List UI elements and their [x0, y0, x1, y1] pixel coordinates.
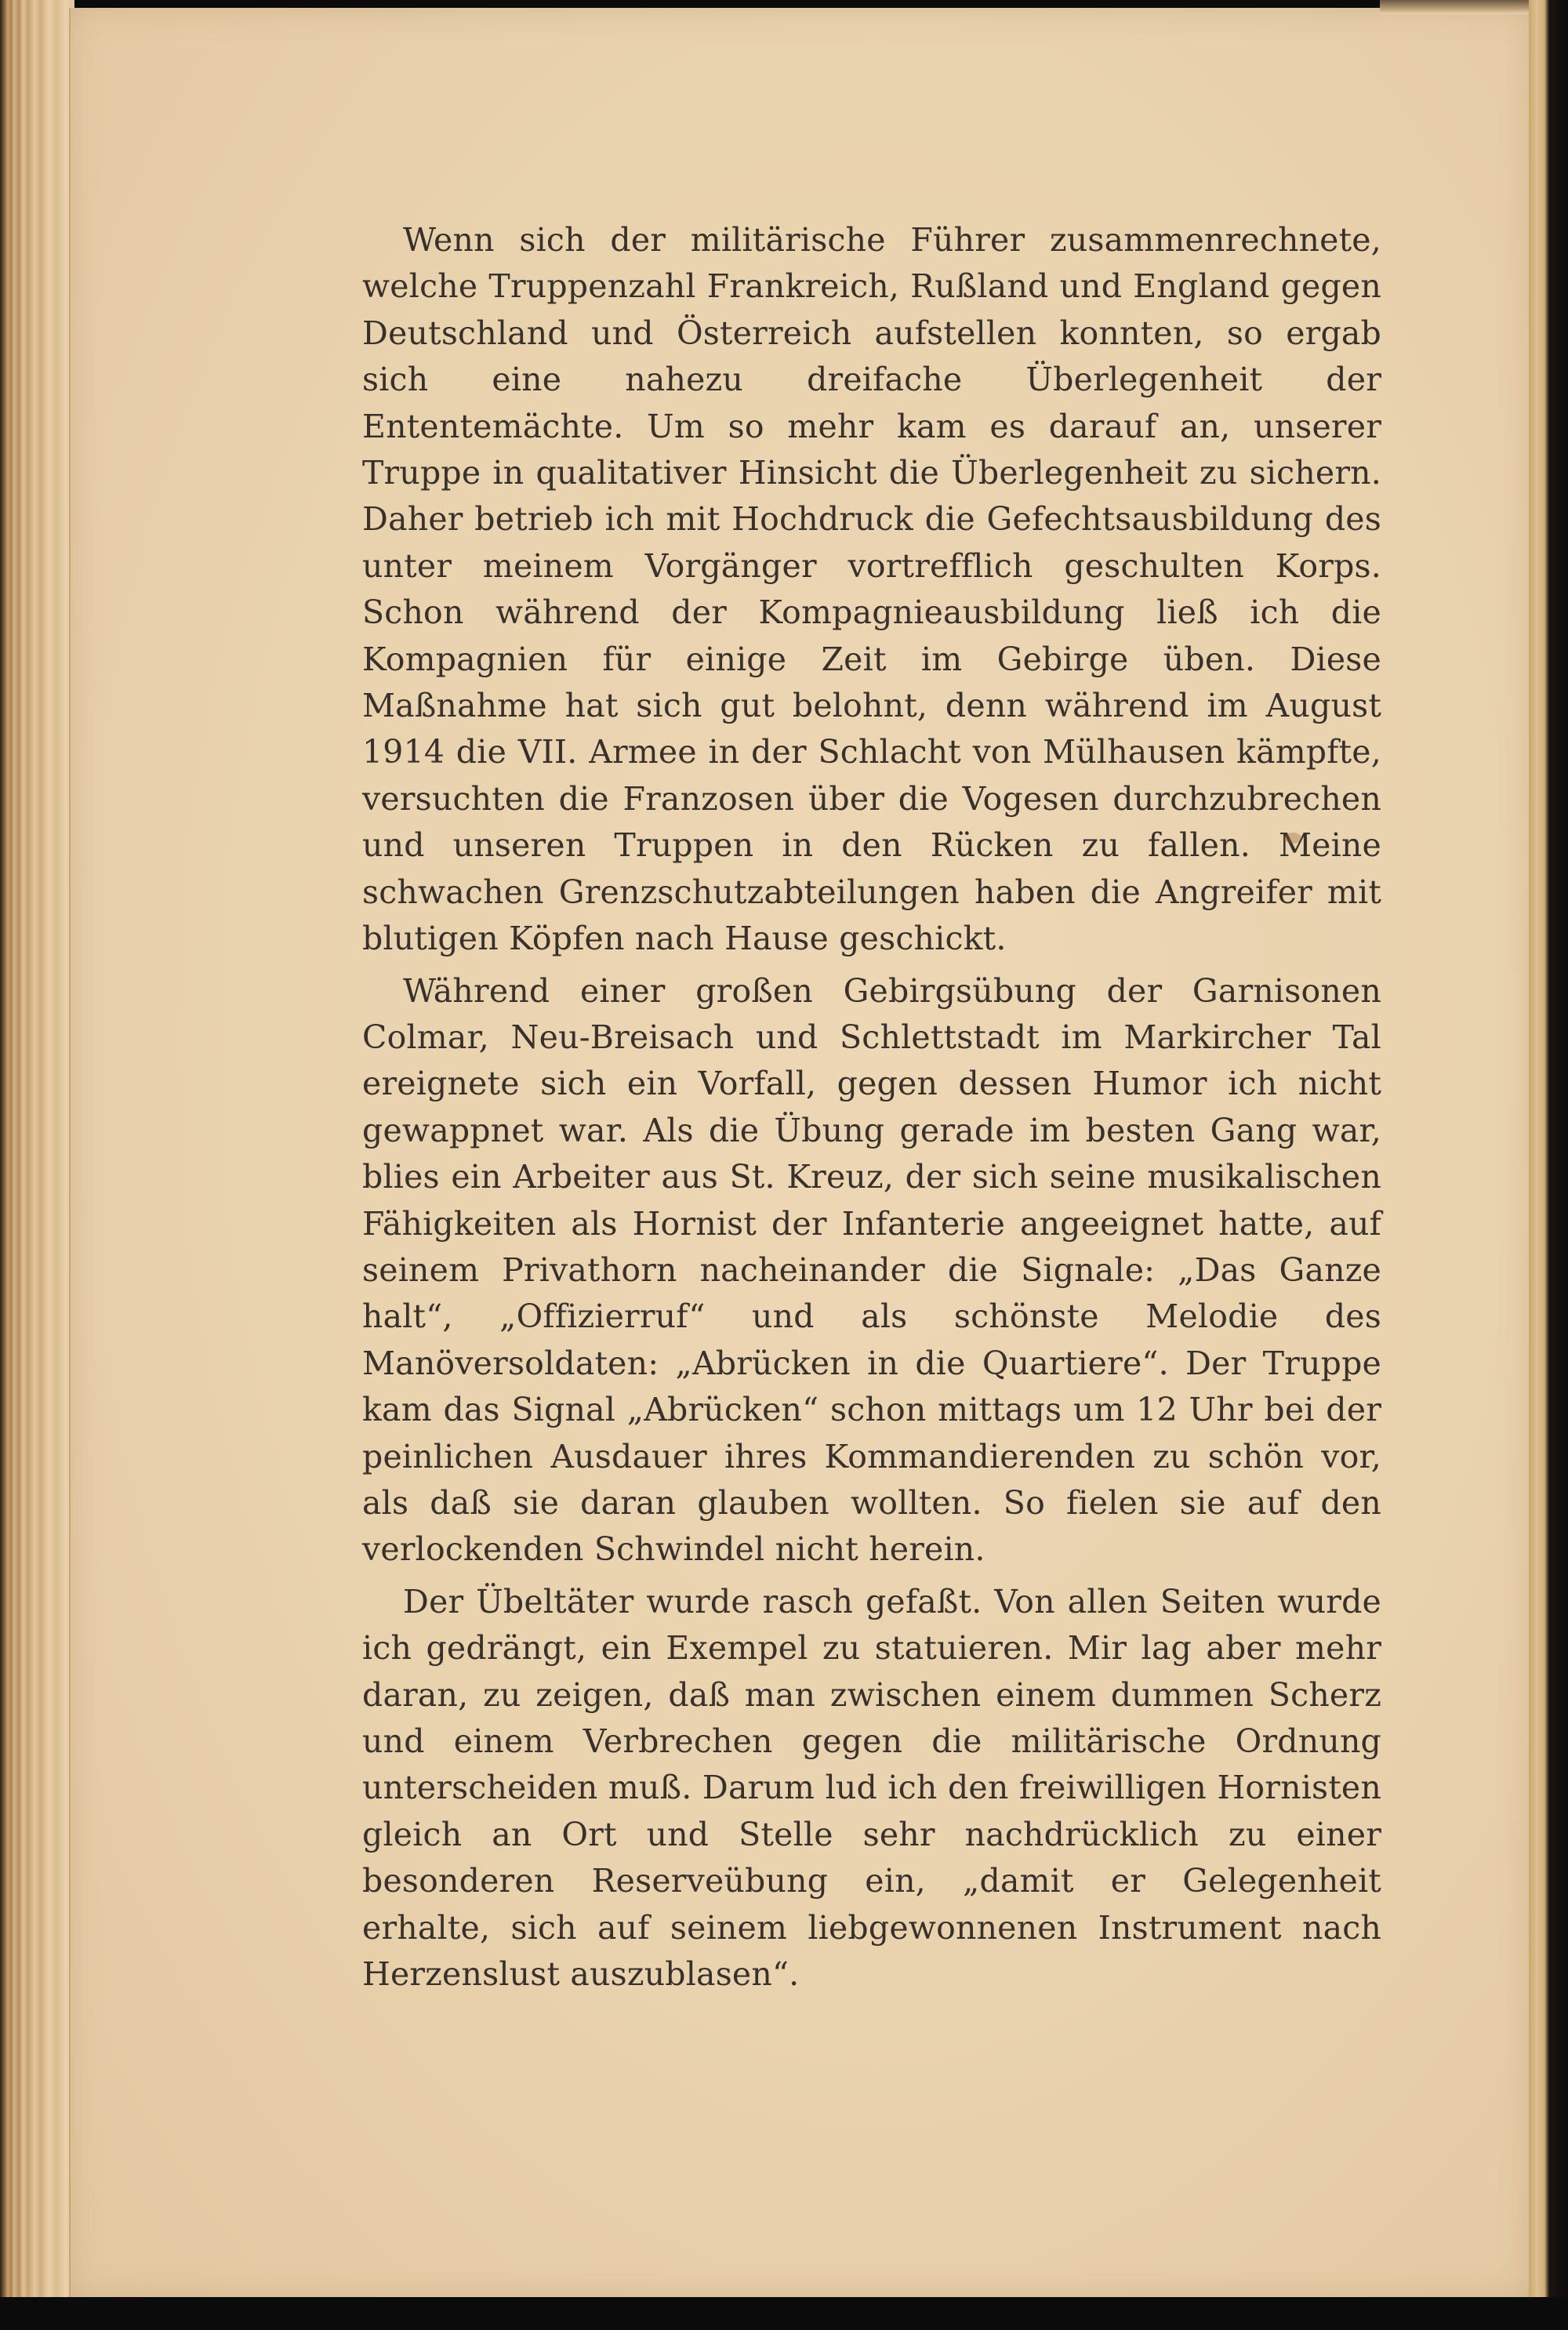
bottom-background	[0, 2297, 1568, 2330]
paragraph-3: Der Übeltäter wurde rasch gefaßt. Von allen Seiten wurde ich gedrängt, ein Exempel zu statuieren. Mir lag aber mehr daran, zu zeigen, daß man zwischen einem dummen Scherz und einem Verbrechen gegen die militärische Ordnung unterscheiden muß. Darum lud ich den freiwilligen Hornisten gleich an Ort und Stelle sehr nachdrücklich zu einer besonderen Reserveübung ein, „damit er Gelegenheit erhalte, sich auf seinem liebgewonnenen Instrument nach Herzenslust auszublasen“.	[362, 1582, 1381, 1994]
paper-stain	[1284, 833, 1301, 844]
paragraph-2: Während einer großen Gebirgsübung der Garnisonen Colmar, Neu-Breisach und Schlettstadt im Markircher Tal ereignete sich ein Vorfall, gegen dessen Humor ich nicht gewappnet war. Als die Übung gerade im besten Gang war, blies ein Arbeiter aus St. Kreuz, der sich seine musikalischen Fähigkeiten als Hornist der Infanterie angeeignet hatte, auf seinem Privathorn nacheinander die Signale: „Das Ganze halt“, „Offizierruf“ und als schönste Melodie des Manöversoldaten: „Abrücken in die Quartiere“. Der Truppe kam das Signal „Abrücken“ schon mittags um 12 Uhr bei der peinlichen Ausdauer ihres Kommandierenden zu schön vor, als daß sie daran glauben wollten. So fielen sie auf den verlockenden Schwindel nicht herein.	[362, 971, 1381, 1569]
body-text	[362, 217, 1381, 1998]
paragraph-1: Wenn sich der militärische Führer zusammenrechnete, welche Truppenzahl Frankreich, Rußland und England gegen Deutschland und Österreich aufstellen konnten, so ergab sich eine nahezu dreifache Überlegenheit der Ententemächte. Um so mehr kam es darauf an, unserer Truppe in qualitativer Hinsicht die Überlegenheit zu sichern. Daher betrieb ich mit Hochdruck die Gefechtsausbildung des unter meinem Vorgänger vortrefflich geschulten Korps. Schon während der Kompagnieausbildung ließ ich die Kompagnien für einige Zeit im Gebirge üben. Diese Maßnahme hat sich gut belohnt, denn während im August 1914 die VII. Armee in der Schlacht von Mülhausen kämpfte, versuchten die Franzosen über die Vogesen durchzubrechen und unseren Truppen in den Rücken zu fallen. Meine schwachen Grenzschutzabteilungen haben die Angreifer mit blutigen Köpfen nach Hause geschickt.	[362, 221, 1381, 958]
book-cover-edge	[1529, 0, 1568, 2330]
page-edges	[0, 0, 74, 2301]
